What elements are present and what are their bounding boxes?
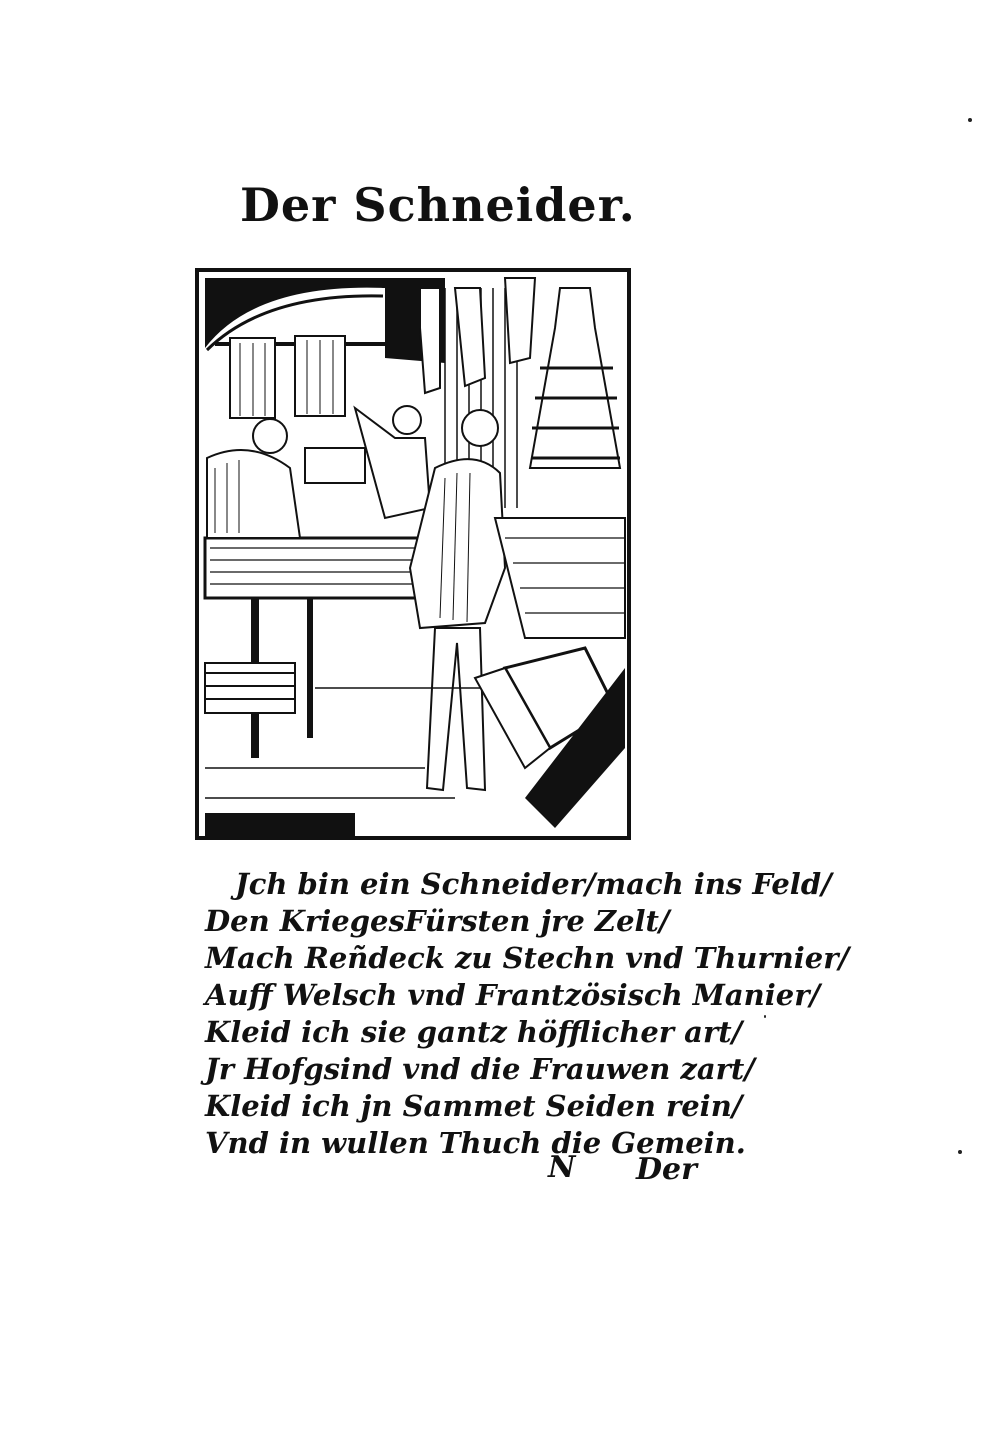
verse-line: Kleid ich jn Sammet Seiden rein/ <box>205 1089 743 1123</box>
verse-line: Den KriegesFürsten jre Zelt/ <box>205 904 670 938</box>
verse <box>205 866 850 1162</box>
page-title: Der Schneider. <box>240 178 636 232</box>
verse-line: Jr Hofgsind vnd die Frauwen zart/ <box>205 1052 755 1086</box>
catchword: Der <box>636 1152 697 1187</box>
signature-mark: N <box>548 1150 576 1185</box>
ink-speck <box>958 1150 962 1154</box>
ink-speck <box>764 1015 766 1018</box>
ink-speck <box>968 118 972 122</box>
verse-line: Mach Reñdeck zu Stechn vnd Thurnier/ <box>205 941 850 975</box>
verse-line: Jch bin ein Schneider/mach ins Feld/ <box>235 867 832 901</box>
verse-line: Vnd in wullen Thuch die Gemein. <box>205 1126 746 1160</box>
verse-line: Auff Welsch vnd Frantzösisch Manier/ <box>205 978 821 1012</box>
woodcut-illustration <box>195 268 631 840</box>
woodcut-tailor-workshop-illustration-icon <box>195 268 631 840</box>
verse-line: Kleid ich sie gantz höfflicher art/ <box>205 1015 743 1049</box>
